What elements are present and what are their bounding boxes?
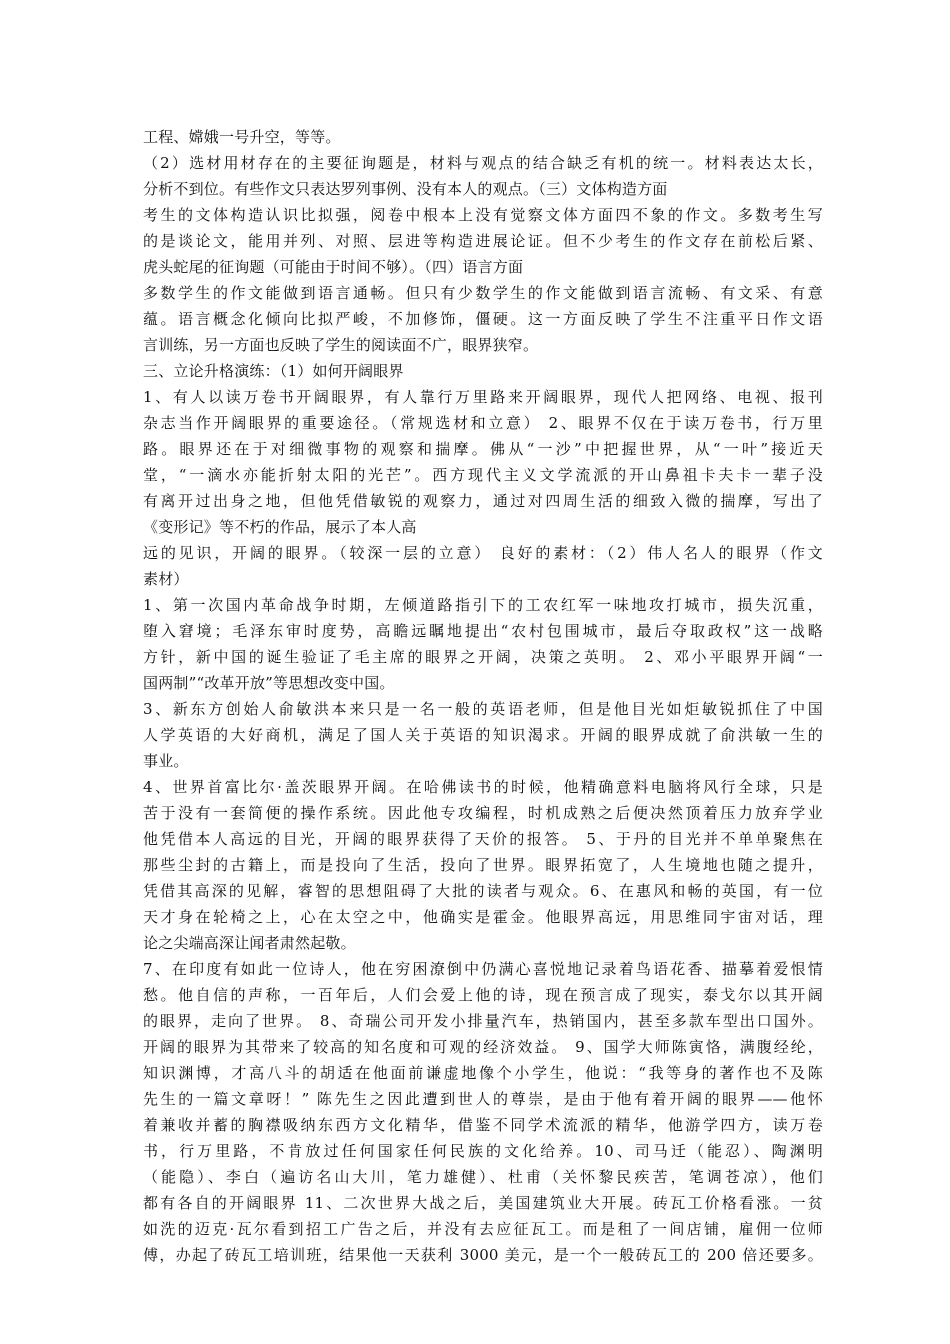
text-line: 工程、嫦娥一号升空，等等。	[143, 128, 341, 146]
text-line: 如洗的迈克·瓦尔看到招工广告之后，并没有去应征瓦工。而是租了一间店铺，雇佣一位师	[143, 1220, 823, 1238]
text-line: 知识渊博，才高八斗的胡适在他面前谦虚地像个小学生，他说：“我等身的著作也不及陈	[143, 1064, 823, 1082]
text-line: 分析不到位。有些作文只表达罗列事例、没有本人的观点。（三）文体构造方面	[143, 180, 668, 198]
text-line: 堂，“一滴水亦能折射太阳的光芒”。西方现代主义文学流派的开山鼻祖卡夫卡一辈子没	[143, 466, 823, 484]
text-line: 凭借其高深的见解，睿智的思想阻碍了大批的读者与观众。6、在惠风和畅的英国，有一位	[143, 882, 823, 900]
text-line: 着兼收并蓄的胸襟吸纳东西方文化精华，借鉴不同学术流派的精华，他游学四方，读万卷	[143, 1116, 823, 1134]
text-line: 先生的一篇文章呀！” 陈先生之因此遭到世人的尊崇，是由于他有着开阔的眼界——他怀	[143, 1090, 823, 1108]
text-line: 远的见识，开阔的眼界。（较深一层的立意） 良好的素材：（2）伟人名人的眼界（作文	[143, 544, 823, 562]
text-line: 开阔的眼界为其带来了较高的知名度和可观的经济效益。 9、国学大师陈寅恪，满腹经纶，	[143, 1038, 823, 1056]
text-line: 的是谈论文，能用并列、对照、层进等构造进展论证。但不少考生的作文存在前松后紧、	[143, 232, 823, 250]
text-line: 有离开过出身之地，但他凭借敏锐的观察力，通过对四周生活的细致入微的揣摩，写出了	[143, 492, 823, 510]
text-line: 傅，办起了砖瓦工培训班，结果他一天获利 3000 美元，是一个一般砖瓦工的 200 倍还要多。	[143, 1246, 823, 1264]
text-line: 人学英语的大好商机，满足了国人关于英语的知识渴求。开阔的眼界成就了俞洪敏一生的	[143, 726, 823, 744]
text-line: 他凭借本人高远的目光，开阔的眼界获得了天价的报答。 5、于丹的目光并不单单聚焦在	[143, 830, 823, 848]
text-line: 3、新东方创始人俞敏洪本来只是一名一般的英语老师，但是他目光如炬敏锐抓住了中国	[143, 700, 823, 718]
text-line: 国两制”“改革开放”等思想改变中国。	[143, 674, 395, 692]
text-line: 那些尘封的古籍上，而是投向了生活，投向了世界。眼界拓宽了，人生境地也随之提升，	[143, 856, 823, 874]
text-line: 杂志当作开阔眼界的重要途径。（常规选材和立意） 2、眼界不仅在于读万卷书，行万里	[143, 414, 823, 432]
text-line: 1、第一次国内革命战争时期，左倾道路指引下的工农红军一味地攻打城市，损失沉重，	[143, 596, 823, 614]
text-line: 蕴。语言概念化倾向比拟严峻，不加修饰，僵硬。这一方面反映了学生不注重平日作文语	[143, 310, 823, 328]
text-line: 三、立论升格演练：（1）如何开阔眼界	[143, 362, 404, 380]
text-line: 7、在印度有如此一位诗人，他在穷困潦倒中仍满心喜悦地记录着鸟语花香、描摹着爱恨情	[143, 960, 823, 978]
text-line: 考生的文体构造认识比拟强，阅卷中根本上没有觉察文体方面四不象的作文。多数考生写	[143, 206, 823, 224]
text-line: 书，行万里路，不肯放过任何国家任何民族的文化给养。10、司马迁（能忍）、陶渊明	[143, 1142, 823, 1160]
text-line: 路。眼界还在于对细微事物的观察和揣摩。佛从“一沙”中把握世界，从“一叶”接近天	[143, 440, 823, 458]
text-line: 虎头蛇尾的征询题（可能由于时间不够）。（四）语言方面	[143, 258, 524, 276]
text-line: 素材）	[143, 570, 189, 588]
text-line: （能隐）、李白（遍访名山大川，笔力雄健）、杜甫（关怀黎民疾苦，笔调苍凉），他们	[143, 1168, 823, 1186]
text-line: 方针，新中国的诞生验证了毛主席的眼界之开阔，决策之英明。 2、邓小平眼界开阔“一	[143, 648, 823, 666]
text-line: 愁。他自信的声称，一百年后，人们会爱上他的诗，现在预言成了现实，泰戈尔以其开阔	[143, 986, 823, 1004]
text-line: 论之尖端高深让闻者肃然起敬。	[143, 934, 356, 952]
text-line: 《变形记》等不朽的作品，展示了本人高	[143, 518, 417, 536]
text-line: （2）选材用材存在的主要征询题是，材料与观点的结合缺乏有机的统一。材料表达太长，	[143, 154, 823, 172]
text-line: 多数学生的作文能做到语言通畅。但只有少数学生的作文能做到语言流畅、有文采、有意	[143, 284, 823, 302]
text-line: 苦于没有一套简便的操作系统。因此他专攻编程，时机成熟之后便决然顶着压力放弃学业	[143, 804, 823, 822]
document-body	[143, 124, 823, 1268]
text-line: 4、世界首富比尔·盖茨眼界开阔。在哈佛读书的时候，他精确意料电脑将风行全球，只是	[143, 778, 823, 796]
text-line: 都有各自的开阔眼界 11、二次世界大战之后，美国建筑业大开展。砖瓦工价格看涨。一贫	[143, 1194, 823, 1212]
text-line: 1、有人以读万卷书开阔眼界，有人靠行万里路来开阔眼界，现代人把网络、电视、报刊	[143, 388, 823, 406]
text-line: 堕入窘境；毛泽东审时度势，高瞻远瞩地提出“农村包围城市，最后夺取政权”这一战略	[143, 622, 823, 640]
text-line: 天才身在轮椅之上，心在太空之中，他确实是霍金。他眼界高远，用思维同宇宙对话，理	[143, 908, 823, 926]
text-line: 事业。	[143, 752, 189, 770]
text-line: 的眼界，走向了世界。 8、奇瑞公司开发小排量汽车，热销国内，甚至多款车型出口国外。	[143, 1012, 823, 1030]
text-line: 言训练，另一方面也反映了学生的阅读面不广，眼界狭窄。	[143, 336, 539, 354]
